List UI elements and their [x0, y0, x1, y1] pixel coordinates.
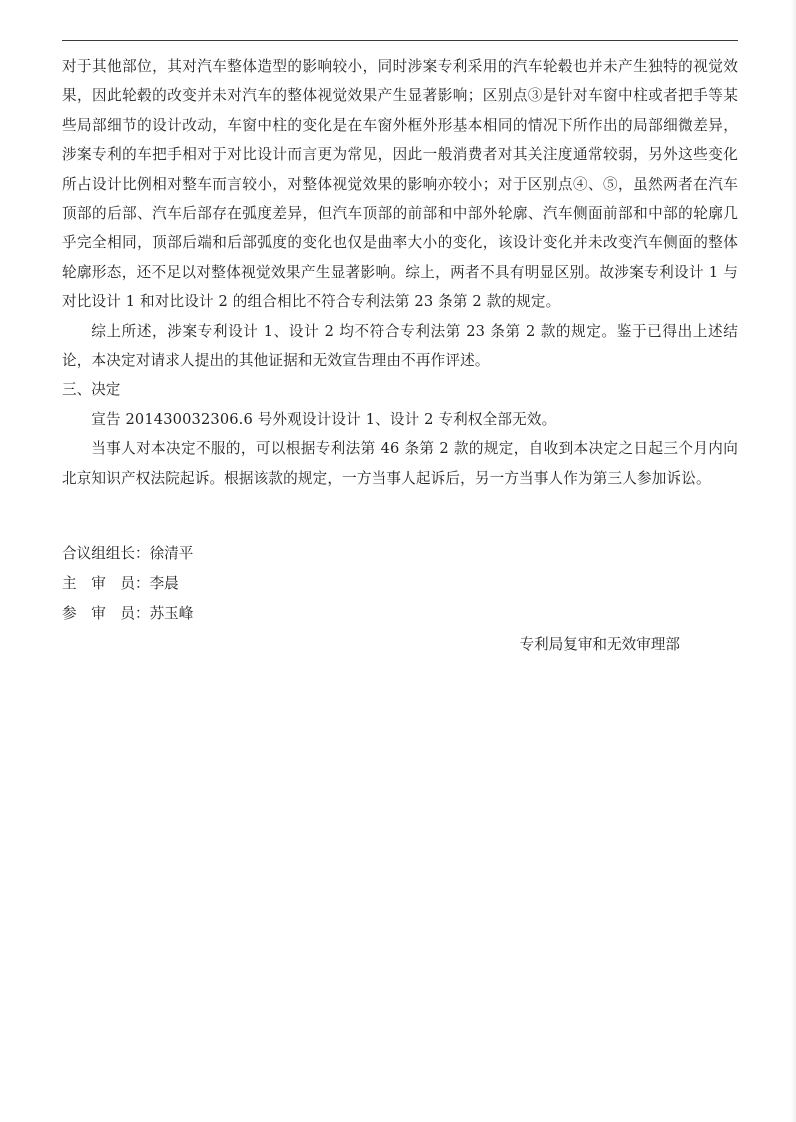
- signature-chief-examiner: 主 审 员：李晨: [62, 575, 179, 593]
- signature-panel-chair: 合议组组长：徐清平: [62, 545, 194, 563]
- body-paragraph-conclusion: 综上所述，涉案专利设计 1、设计 2 均不符合专利法第 23 条第 2 款的规定。鉴于已得出上述结论，本决定对请求人提出的其他证据和无效宣告理由不再作评述。: [62, 322, 738, 370]
- decision-statement: 宣告 201430032306.6 号外观设计设计 1、设计 2 专利权全部无效。: [91, 410, 557, 428]
- signature-spacer: [62, 493, 738, 539]
- issuing-department: 专利局复审和无效审理部: [519, 636, 680, 654]
- signature-participating-examiner: 参 审 员：苏玉峰: [62, 605, 194, 623]
- page-content: [62, 40, 738, 660]
- section-heading-decision: 三、决定: [62, 381, 121, 399]
- header-rule-divider: [62, 40, 738, 41]
- appeal-notice: 当事人对本决定不服的，可以根据专利法第 46 条第 2 款的规定，自收到本决定之日起三个月内向北京知识产权法院起诉。根据该款的规定，一方当事人起诉后，另一方当事人作为第三人参加诉讼。: [62, 440, 738, 487]
- page-edge-shadow: [790, 0, 796, 1122]
- body-paragraph-analysis: 对于其他部位，其对汽车整体造型的影响较小，同时涉案专利采用的汽车轮毂也并未产生独特的视觉效果，因此轮毂的改变并未对汽车的整体视觉效果产生显著影响；区别点③是针对车窗中柱或者把手等某些局部细节的设计改动，车窗中柱的变化是在车窗外框外形基本相同的情况下所作出的局部细微差异，涉案专利的车把手相对于对比设计而言更为常见，因此一般消费者对其关注度通常较弱，另外这些变化所占设计比例相对整车而言较小，对整体视觉效果的影响亦较小；对于区别点④、⑤，虽然两者在汽车顶部的后部、汽车后部存在弧度差异，但汽车顶部的前部和中部外轮廓、汽车侧面前部和中部的轮廓几乎完全相同，顶部后端和后部弧度的变化也仅是曲率大小的变化，该设计变化并未改变汽车侧面的整体轮廓形态，还不足以对整体视觉效果产生显著影响。综上，两者不具有明显区别。故涉案专利设计 1 与对比设计 1 和对比设计 2 的组合相比不符合专利法第 23 条第 2 款的规定。: [62, 58, 738, 311]
- signature-block: [62, 539, 738, 629]
